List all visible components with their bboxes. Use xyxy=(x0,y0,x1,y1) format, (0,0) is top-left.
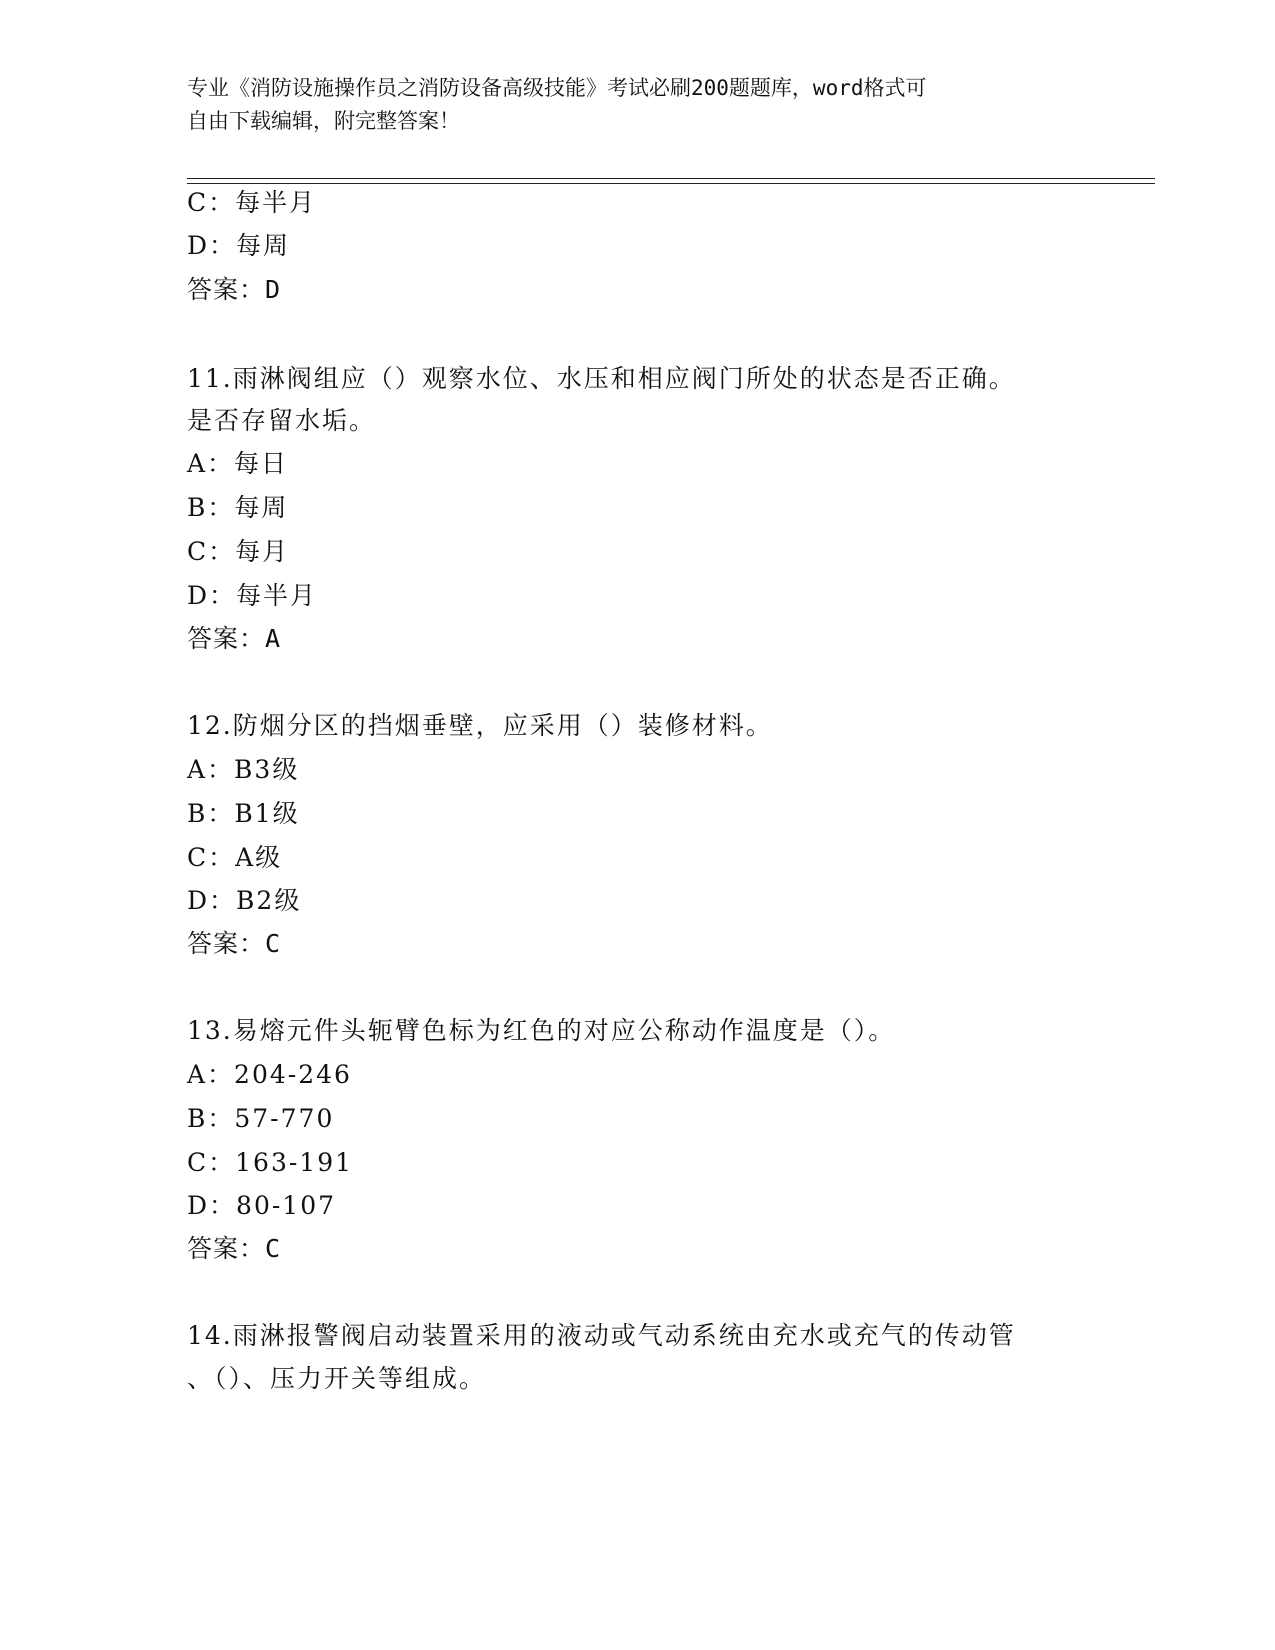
q14-stem-line-2: 、（）、压力开关等组成。 xyxy=(187,1364,487,1393)
q12-option-a: A：B3级 xyxy=(187,755,300,784)
q10-option-c: C：每半月 xyxy=(187,188,317,217)
header-divider-bottom xyxy=(187,183,1155,184)
q13-option-a: A：204-246 xyxy=(187,1060,352,1089)
q13-option-c: C：163-191 xyxy=(187,1148,354,1177)
q12-answer xyxy=(187,929,281,959)
q13-option-d: D：80-107 xyxy=(187,1191,337,1220)
answer-value: D xyxy=(265,275,282,304)
q11-answer xyxy=(187,624,281,654)
answer-value: C xyxy=(265,1234,282,1263)
header-line-2: 自由下载编辑，附完整答案！ xyxy=(187,109,460,133)
q11-option-d: D：每半月 xyxy=(187,581,318,610)
q10-option-d: D：每周 xyxy=(187,231,291,260)
q12-option-c: C：A级 xyxy=(187,843,283,872)
header-line-1: 专业《消防设施操作员之消防设备高级技能》考试必刷200题题库，word格式可 xyxy=(187,76,927,100)
answer-label: 答案： xyxy=(187,1234,266,1263)
answer-label: 答案： xyxy=(187,929,266,958)
answer-label: 答案： xyxy=(187,624,266,653)
q11-stem-line-1: 11.雨淋阀组应（）观察水位、水压和相应阀门所处的状态是否正确。 xyxy=(187,364,1016,393)
q12-stem: 12.防烟分区的挡烟垂壁，应采用（）装修材料。 xyxy=(187,711,773,740)
q13-answer xyxy=(187,1234,281,1264)
header-divider-top xyxy=(187,178,1155,179)
q14-stem-line-1: 14.雨淋报警阀启动装置采用的液动或气动系统由充水或充气的传动管 xyxy=(187,1321,1016,1350)
q13-option-b: B：57-770 xyxy=(187,1104,335,1133)
q11-option-c: C：每月 xyxy=(187,537,290,566)
q10-answer xyxy=(187,275,281,305)
q12-option-d: D：B2级 xyxy=(187,886,302,915)
answer-label: 答案： xyxy=(187,275,266,304)
document-header xyxy=(187,72,1067,138)
q12-option-b: B：B1级 xyxy=(187,799,300,828)
q13-stem: 13.易熔元件头轭臂色标为红色的对应公称动作温度是（）。 xyxy=(187,1016,896,1045)
q11-option-a: A：每日 xyxy=(187,449,289,478)
q11-stem-line-2: 是否存留水垢。 xyxy=(187,406,377,435)
answer-value: A xyxy=(265,624,282,653)
q11-option-b: B：每周 xyxy=(187,493,289,522)
answer-value: C xyxy=(265,929,282,958)
